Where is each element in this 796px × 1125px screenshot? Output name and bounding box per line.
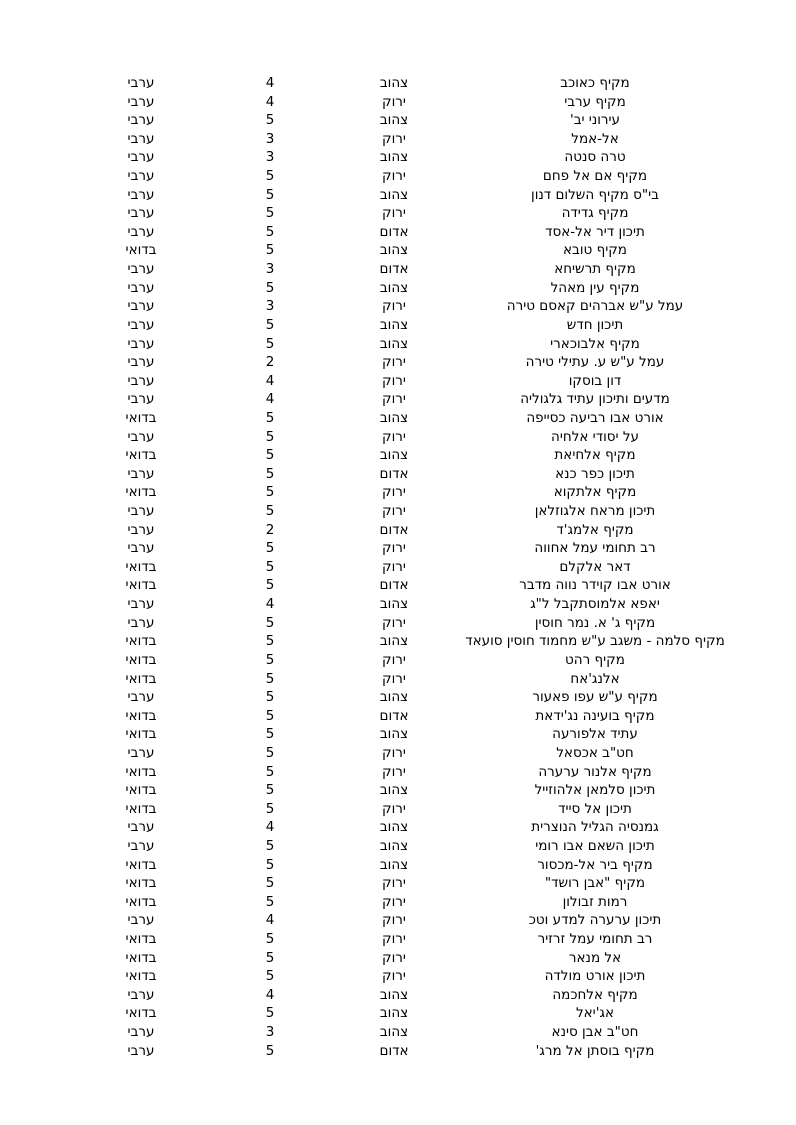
sector-label: ערבי	[127, 298, 155, 315]
sector-label: ערבי	[127, 1042, 155, 1059]
sector-label: ערבי	[127, 689, 155, 706]
school-name: אורט אבו רביעה כסייפה	[526, 409, 664, 426]
grade-value: 5	[265, 205, 275, 222]
sector-label: בדואי	[125, 707, 157, 724]
grade-value: 2	[265, 354, 275, 371]
table-row	[0, 390, 796, 409]
table-row	[0, 167, 796, 186]
table-row	[0, 949, 796, 968]
grade-value: 4	[265, 912, 275, 929]
grade-value: 5	[265, 223, 275, 240]
grade-value: 5	[265, 875, 275, 892]
grade-value: 5	[265, 726, 275, 743]
sector-label: ערבי	[127, 279, 155, 296]
grade-value: 5	[265, 856, 275, 873]
school-name: אורט אבו קוידר נווה מדבר	[519, 577, 671, 594]
school-name: מדעים ותיכון עתיד גלגוליה	[520, 391, 670, 408]
table-row	[0, 186, 796, 205]
school-name: רב תחומי עמל אחווה	[534, 540, 656, 557]
sector-label: ערבי	[127, 223, 155, 240]
school-name: מקיף ג' א. נמר חוסין	[534, 614, 656, 631]
status-color: ירוק	[382, 744, 406, 761]
school-name: דאר אלקלם	[559, 558, 631, 575]
status-color: צהוב	[379, 596, 409, 613]
grade-value: 5	[265, 428, 275, 445]
sector-label: ערבי	[127, 335, 155, 352]
grade-value: 5	[265, 1042, 275, 1059]
school-name: תיכון סלמאן אלהוזייל	[534, 782, 656, 799]
school-name: מקיף טובא	[563, 242, 627, 259]
sector-label: ערבי	[127, 837, 155, 854]
sector-label: ערבי	[127, 354, 155, 371]
grade-value: 2	[265, 521, 275, 538]
status-color: צהוב	[379, 112, 409, 129]
table-row	[0, 111, 796, 130]
status-color: צהוב	[379, 689, 409, 706]
sector-label: בדואי	[125, 800, 157, 817]
grade-value: 5	[265, 242, 275, 259]
grade-value: 3	[265, 261, 275, 278]
school-name: מקיף ע"ש עפו פאעור	[532, 689, 658, 706]
table-row	[0, 297, 796, 316]
school-name: מקיף ביר אל-מכסור	[537, 856, 653, 873]
school-name: אל מנאר	[568, 949, 622, 966]
status-color: ירוק	[382, 93, 406, 110]
sector-label: ערבי	[127, 744, 155, 761]
table-row	[0, 837, 796, 856]
table-row	[0, 521, 796, 540]
table-row	[0, 558, 796, 577]
grade-value: 5	[265, 763, 275, 780]
table-row	[0, 595, 796, 614]
table-row	[0, 632, 796, 651]
sector-label: ערבי	[127, 521, 155, 538]
grade-value: 3	[265, 298, 275, 315]
sector-label: בדואי	[125, 893, 157, 910]
school-name: גמנסיה הגליל הנוצרית	[531, 819, 659, 836]
grade-value: 5	[265, 800, 275, 817]
school-name: תיכון אורט מולדה	[544, 968, 646, 985]
status-color: ירוק	[382, 800, 406, 817]
table-row	[0, 465, 796, 484]
grade-value: 5	[265, 503, 275, 520]
sector-label: בדואי	[125, 558, 157, 575]
grade-value: 5	[265, 633, 275, 650]
status-color: ירוק	[382, 130, 406, 147]
status-color: ירוק	[382, 372, 406, 389]
school-name: חט"ב אכסאל	[556, 744, 634, 761]
table-row	[0, 539, 796, 558]
grade-value: 4	[265, 372, 275, 389]
school-name: בי"ס מקיף השלום דנון	[531, 186, 659, 203]
school-name: מקיף כאוכב	[560, 75, 630, 91]
school-name: מקיף אלמג'ד	[556, 521, 634, 538]
school-table	[0, 74, 796, 1060]
grade-value: 5	[265, 186, 275, 203]
table-row	[0, 372, 796, 391]
status-color: אדום	[379, 465, 409, 482]
sector-label: ערבי	[127, 149, 155, 166]
table-row	[0, 614, 796, 633]
sector-label: ערבי	[127, 596, 155, 613]
table-row	[0, 130, 796, 149]
school-name: תיכון השאם אבו רומי	[535, 837, 655, 854]
sector-label: בדואי	[125, 931, 157, 948]
grade-value: 5	[265, 837, 275, 854]
sector-label: ערבי	[127, 75, 155, 91]
sector-label: ערבי	[127, 372, 155, 389]
status-color: ירוק	[382, 428, 406, 445]
school-name: עתיד אלפורעה	[552, 726, 638, 743]
school-name: תיכון אל סייד	[558, 800, 632, 817]
grade-value: 5	[265, 335, 275, 352]
status-color: צהוב	[379, 837, 409, 854]
grade-value: 5	[265, 447, 275, 464]
grade-value: 4	[265, 596, 275, 613]
status-color: צהוב	[379, 149, 409, 166]
sector-label: ערבי	[127, 1024, 155, 1041]
grade-value: 5	[265, 279, 275, 296]
status-color: צהוב	[379, 335, 409, 352]
sector-label: ערבי	[127, 168, 155, 185]
school-name: מקיף אלנור ערערה	[538, 763, 652, 780]
sector-label: בדואי	[125, 856, 157, 873]
status-color: ירוק	[382, 391, 406, 408]
table-row	[0, 967, 796, 986]
sector-label: בדואי	[125, 726, 157, 743]
school-name: מקיף "אבן רושד"	[544, 875, 646, 892]
table-row	[0, 688, 796, 707]
grade-value: 5	[265, 409, 275, 426]
grade-value: 5	[265, 1005, 275, 1022]
table-row	[0, 260, 796, 279]
status-color: ירוק	[382, 614, 406, 631]
sector-label: ערבי	[127, 205, 155, 222]
table-row	[0, 986, 796, 1005]
status-color: צהוב	[379, 409, 409, 426]
table-row	[0, 725, 796, 744]
school-name: מקיף תרשיחא	[554, 261, 636, 278]
school-name: מקיף אם אל פחם	[542, 168, 648, 185]
sector-label: ערבי	[127, 428, 155, 445]
grade-value: 5	[265, 614, 275, 631]
school-name: אל-אמל	[571, 130, 619, 147]
grade-value: 3	[265, 149, 275, 166]
grade-value: 5	[265, 931, 275, 948]
status-color: צהוב	[379, 986, 409, 1003]
school-name: תיכון מראח אלגוזלאן	[534, 503, 656, 520]
school-name: מקיף אלחכמה	[552, 986, 638, 1003]
sector-label: בדואי	[125, 242, 157, 259]
table-row	[0, 335, 796, 354]
status-color: ירוק	[382, 763, 406, 780]
table-row	[0, 316, 796, 335]
table-row	[0, 483, 796, 502]
sector-label: בדואי	[125, 447, 157, 464]
grade-value: 4	[265, 75, 275, 91]
sector-label: ערבי	[127, 614, 155, 631]
table-row	[0, 576, 796, 595]
table-row	[0, 241, 796, 260]
table-row	[0, 670, 796, 689]
status-color: צהוב	[379, 447, 409, 464]
status-color: אדום	[379, 577, 409, 594]
sector-label: ערבי	[127, 540, 155, 557]
status-color: ירוק	[382, 651, 406, 668]
school-name: מקיף עין מאהל	[550, 279, 640, 296]
sector-label: ערבי	[127, 503, 155, 520]
status-color: ירוק	[382, 168, 406, 185]
table-row	[0, 1004, 796, 1023]
school-name: חט"ב אבן סינא	[551, 1024, 639, 1041]
status-color: ירוק	[382, 968, 406, 985]
status-color: ירוק	[382, 205, 406, 222]
school-name: מקיף סלמה - משגב ע"ש מחמוד חוסין סועאד	[465, 633, 725, 650]
table-row	[0, 148, 796, 167]
grade-value: 3	[265, 130, 275, 147]
status-color: צהוב	[379, 726, 409, 743]
table-row	[0, 279, 796, 298]
table-row	[0, 800, 796, 819]
school-name: תיכון ערערה למדע וטכ	[528, 912, 662, 929]
school-name: אלנג'אח	[570, 670, 620, 687]
grade-value: 5	[265, 465, 275, 482]
school-name: אג'יאל	[575, 1005, 614, 1022]
grade-value: 3	[265, 1024, 275, 1041]
grade-value: 5	[265, 689, 275, 706]
grade-value: 5	[265, 949, 275, 966]
table-row	[0, 744, 796, 763]
grade-value: 5	[265, 112, 275, 129]
grade-value: 5	[265, 316, 275, 333]
status-color: צהוב	[379, 819, 409, 836]
school-name: מקיף אלבוכארי	[550, 335, 640, 352]
school-name: דון בוסקו	[568, 372, 622, 389]
status-color: ירוק	[382, 484, 406, 501]
status-color: ירוק	[382, 912, 406, 929]
sector-label: בדואי	[125, 968, 157, 985]
table-row	[0, 204, 796, 223]
grade-value: 5	[265, 577, 275, 594]
status-color: ירוק	[382, 558, 406, 575]
school-name: עמל ע"ש ע. עתילי טירה	[525, 354, 665, 371]
table-row	[0, 856, 796, 875]
sector-label: ערבי	[127, 186, 155, 203]
table-row	[0, 874, 796, 893]
status-color: צהוב	[379, 279, 409, 296]
status-color: אדום	[379, 1042, 409, 1059]
school-name: עירוני יב'	[569, 112, 621, 129]
grade-value: 4	[265, 819, 275, 836]
sector-label: בדואי	[125, 1005, 157, 1022]
table-row	[0, 74, 796, 93]
school-name: מקיף בועינה נג'ידאת	[535, 707, 655, 724]
school-name: מקיף בוסתן אל מרג'	[535, 1042, 655, 1059]
table-row	[0, 763, 796, 782]
status-color: צהוב	[379, 633, 409, 650]
grade-value: 5	[265, 558, 275, 575]
sector-label: בדואי	[125, 782, 157, 799]
school-name: תיכון דיר אל-אסד	[545, 223, 645, 240]
status-color: ירוק	[382, 503, 406, 520]
grade-value: 5	[265, 744, 275, 761]
table-row	[0, 409, 796, 428]
sector-label: ערבי	[127, 986, 155, 1003]
sector-label: בדואי	[125, 484, 157, 501]
school-name: על יסודי אלחיה	[551, 428, 639, 445]
sector-label: ערבי	[127, 93, 155, 110]
sector-label: בדואי	[125, 577, 157, 594]
school-name: מקיף אלחיאת	[554, 447, 636, 464]
grade-value: 5	[265, 968, 275, 985]
status-color: צהוב	[379, 242, 409, 259]
school-name: מקיף ערבי	[564, 93, 626, 110]
sector-label: בדואי	[125, 949, 157, 966]
table-row	[0, 911, 796, 930]
status-color: צהוב	[379, 316, 409, 333]
school-name: טרה סנטה	[564, 149, 626, 166]
sector-label: ערבי	[127, 391, 155, 408]
status-color: ירוק	[382, 354, 406, 371]
status-color: ירוק	[382, 670, 406, 687]
status-color: ירוק	[382, 298, 406, 315]
sector-label: בדואי	[125, 633, 157, 650]
status-color: ירוק	[382, 931, 406, 948]
table-row	[0, 930, 796, 949]
school-name: תיכון חדש	[566, 316, 624, 333]
table-row	[0, 651, 796, 670]
grade-value: 5	[265, 651, 275, 668]
sector-label: ערבי	[127, 112, 155, 129]
table-row	[0, 781, 796, 800]
table-row	[0, 93, 796, 112]
table-row	[0, 223, 796, 242]
grade-value: 5	[265, 484, 275, 501]
table-row	[0, 353, 796, 372]
sector-label: ערבי	[127, 819, 155, 836]
sector-label: ערבי	[127, 261, 155, 278]
status-color: אדום	[379, 261, 409, 278]
sector-label: בדואי	[125, 670, 157, 687]
sector-label: ערבי	[127, 465, 155, 482]
grade-value: 5	[265, 670, 275, 687]
table-row	[0, 893, 796, 912]
table-row	[0, 707, 796, 726]
table-row	[0, 1023, 796, 1042]
status-color: צהוב	[379, 782, 409, 799]
table-row	[0, 1042, 796, 1061]
status-color: ירוק	[382, 875, 406, 892]
table-row	[0, 502, 796, 521]
status-color: אדום	[379, 521, 409, 538]
grade-value: 5	[265, 168, 275, 185]
grade-value: 4	[265, 986, 275, 1003]
sector-label: ערבי	[127, 912, 155, 929]
grade-value: 5	[265, 782, 275, 799]
table-row	[0, 818, 796, 837]
status-color: ירוק	[382, 540, 406, 557]
school-name: מקיף גדידה	[561, 205, 629, 222]
sector-label: ערבי	[127, 130, 155, 147]
school-name: מקיף אלתקוא	[553, 484, 637, 501]
sector-label: בדואי	[125, 875, 157, 892]
table-row	[0, 428, 796, 447]
school-name: יאפא אלמוסתקבל ל"ג	[530, 596, 660, 613]
status-color: אדום	[379, 707, 409, 724]
status-color: ירוק	[382, 893, 406, 910]
table-row	[0, 446, 796, 465]
grade-value: 4	[265, 391, 275, 408]
school-name: רמות זבולון	[562, 893, 628, 910]
grade-value: 4	[265, 93, 275, 110]
school-name: מקיף רהט	[565, 651, 625, 668]
status-color: צהוב	[379, 186, 409, 203]
sector-label: בדואי	[125, 651, 157, 668]
sector-label: ערבי	[127, 316, 155, 333]
status-color: ירוק	[382, 949, 406, 966]
grade-value: 5	[265, 540, 275, 557]
grade-value: 5	[265, 707, 275, 724]
sector-label: בדואי	[125, 763, 157, 780]
status-color: צהוב	[379, 856, 409, 873]
school-name: רב תחומי עמל זרזיר	[537, 931, 653, 948]
sector-label: בדואי	[125, 409, 157, 426]
status-color: אדום	[379, 223, 409, 240]
status-color: צהוב	[379, 1024, 409, 1041]
grade-value: 5	[265, 893, 275, 910]
school-name: עמל ע"ש אברהים קאסם טירה	[506, 298, 684, 315]
school-name: תיכון כפר כנא	[555, 465, 635, 482]
status-color: צהוב	[379, 1005, 409, 1022]
status-color: צהוב	[379, 75, 409, 91]
